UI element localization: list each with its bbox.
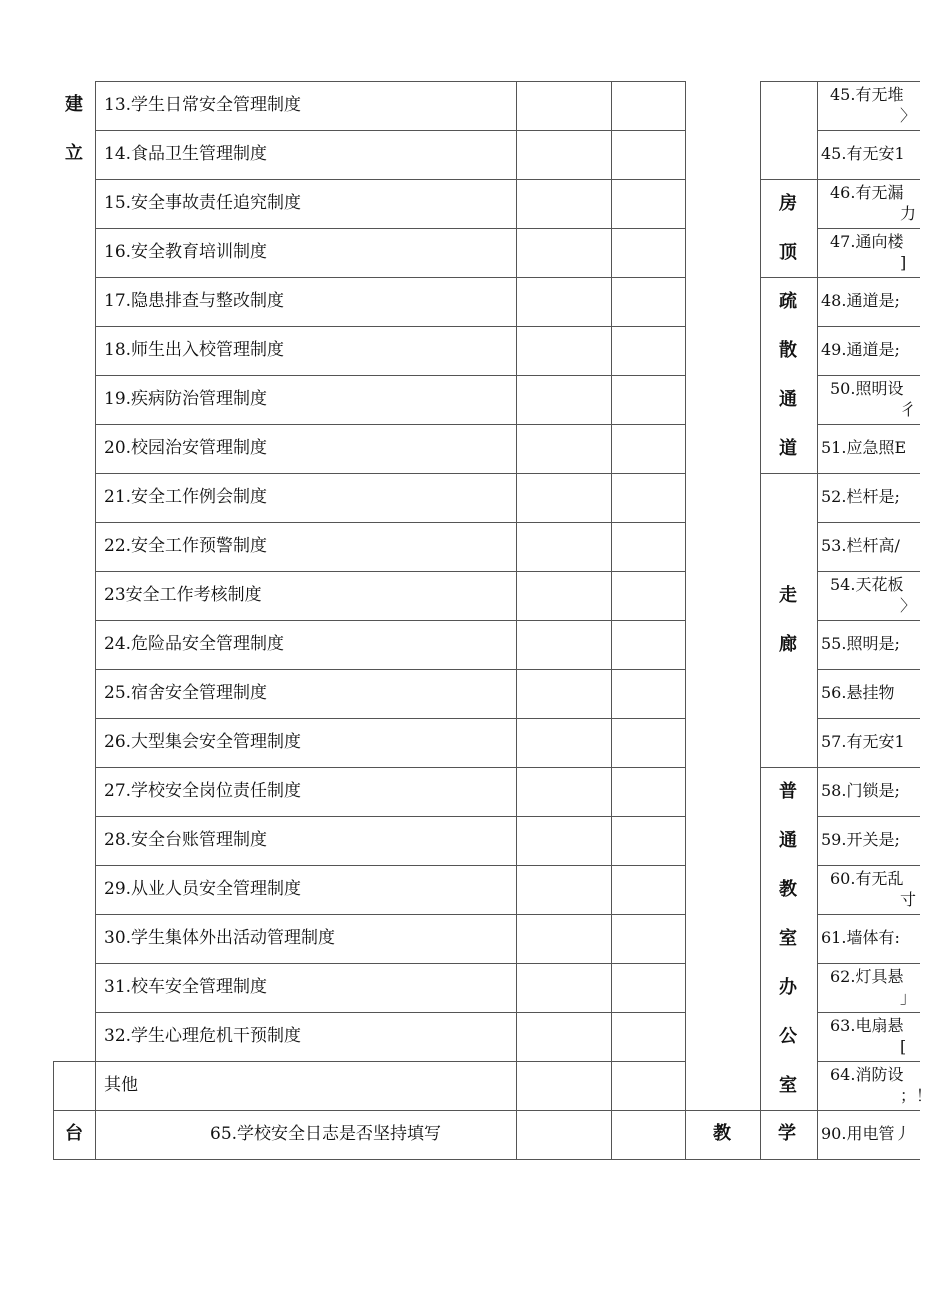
row-divider <box>817 767 920 768</box>
row-divider <box>817 424 920 425</box>
right-group-label-char: 廊 <box>779 633 797 655</box>
right-item-text-cont: 彳 <box>900 400 917 419</box>
right-group-label-char: 普 <box>779 780 797 802</box>
row-divider <box>95 669 685 670</box>
left-group-label-char: 立 <box>65 143 83 164</box>
right-item-text: 59.开关是; <box>821 830 900 849</box>
bottom-item: 65.学校安全日志是否坚持填写 <box>210 1124 442 1144</box>
row-divider <box>95 767 685 768</box>
right-group-label-char: 通 <box>779 829 797 851</box>
right-item-text: 58.门锁是; <box>821 781 900 800</box>
row-divider <box>817 620 920 621</box>
row-divider <box>95 326 685 327</box>
table-bottom <box>53 1159 920 1160</box>
row-divider <box>817 522 920 523</box>
requirement-item: 27.学校安全岗位责任制度 <box>104 781 302 801</box>
row-divider <box>817 816 920 817</box>
right-item-text-cont: 力 <box>900 204 917 223</box>
requirement-item: 20.校园治安管理制度 <box>104 438 268 458</box>
right-group-label-char: 散 <box>779 339 797 361</box>
row-divider <box>95 424 685 425</box>
requirement-item: 25.宿舍安全管理制度 <box>104 683 268 703</box>
right-item-text: 47.通向楼 <box>830 232 904 251</box>
group-divider <box>760 1110 817 1111</box>
row-divider <box>95 179 685 180</box>
requirement-item: 21.安全工作例会制度 <box>104 487 268 507</box>
row-divider <box>95 816 685 817</box>
table-top <box>95 81 685 82</box>
right-group-label-char: 房 <box>779 192 797 214</box>
row-divider <box>817 963 920 964</box>
right-item-text-cont: ] <box>900 253 907 272</box>
other-label: 其他 <box>104 1075 138 1095</box>
row-divider <box>95 865 685 866</box>
row-divider <box>95 963 685 964</box>
right-item-text-cont: ；！ <box>900 1086 932 1105</box>
right-item-text-cont: 〉 <box>900 106 917 125</box>
row-divider <box>95 228 685 229</box>
requirement-item: 17.隐患排查与整改制度 <box>104 291 285 311</box>
row-divider <box>95 130 685 131</box>
requirement-item: 14.食品卫生管理制度 <box>104 144 268 164</box>
group-divider <box>760 179 817 180</box>
requirement-item: 18.师生出入校管理制度 <box>104 340 285 360</box>
requirement-item: 32.学生心理危机干预制度 <box>104 1026 302 1046</box>
row-divider <box>95 1012 685 1013</box>
right-item-text: 51.应急照E <box>821 438 907 457</box>
row-divider <box>817 571 920 572</box>
right-item-text: 46.有无漏 <box>830 183 904 202</box>
requirement-item: 16.安全教育培训制度 <box>104 242 268 262</box>
right-item-text: 55.照明是; <box>821 634 900 653</box>
bottom-left-label: 台 <box>65 1123 83 1144</box>
requirement-item: 26.大型集会安全管理制度 <box>104 732 302 752</box>
row-divider <box>817 277 920 278</box>
other-row-top <box>53 1061 95 1062</box>
right-item-text: 52.栏杆是; <box>821 487 900 506</box>
right-item-text: 57.有无安1 <box>821 732 905 751</box>
right-item-text: 56.悬挂物 <box>821 683 895 702</box>
requirement-item: 28.安全台账管理制度 <box>104 830 268 850</box>
group-divider <box>760 277 817 278</box>
requirement-item: 23安全工作考核制度 <box>104 585 262 605</box>
right-group-label-char: 顶 <box>779 241 797 263</box>
right-item-text: 62.灯具悬 <box>830 967 904 986</box>
row-divider <box>817 130 920 131</box>
right-item-text: 49.通道是; <box>821 340 900 359</box>
right-item-text-cont: [ <box>900 1037 907 1056</box>
right-group-label-char: 道 <box>779 437 797 459</box>
right-group-label-char: 室 <box>779 927 797 949</box>
right-group-label-char: 办 <box>779 976 797 998</box>
left-group-label-char: 建 <box>65 94 83 115</box>
col-divider-3 <box>685 81 686 1159</box>
group-divider <box>760 81 817 82</box>
right-item-text: 45.有无安1 <box>821 144 905 163</box>
right-group-label-char: 公 <box>779 1025 797 1047</box>
right-table-top <box>817 81 920 82</box>
requirement-item: 31.校车安全管理制度 <box>104 977 268 997</box>
requirement-item: 29.从业人员安全管理制度 <box>104 879 302 899</box>
right-group-left <box>760 81 761 1159</box>
row-divider <box>817 473 920 474</box>
right-item-text: 53.栏杆高/ <box>821 536 900 555</box>
right-group-label-char: 通 <box>779 388 797 410</box>
row-divider <box>817 669 920 670</box>
right-group-label-char: 教 <box>779 878 797 900</box>
right-item-text-cont: 」 <box>900 988 917 1007</box>
requirement-item: 24.危险品安全管理制度 <box>104 634 285 654</box>
row-divider <box>817 1061 920 1062</box>
requirement-item: 13.学生日常安全管理制度 <box>104 95 302 115</box>
right-group-label-char: 室 <box>779 1074 797 1096</box>
right-group-label-char: 走 <box>779 584 797 606</box>
row-divider <box>817 228 920 229</box>
requirement-item: 19.疾病防治管理制度 <box>104 389 268 409</box>
row-divider <box>95 375 685 376</box>
right-item-text: 50.照明设 <box>830 379 904 398</box>
bottom-mid-label: 教 <box>713 1123 731 1144</box>
bottom-right-item: 90.用电管丿 <box>821 1124 911 1143</box>
row-divider <box>817 375 920 376</box>
bottom-right-label: 学 <box>778 1123 796 1144</box>
row-divider <box>817 914 920 915</box>
right-item-text: 63.电扇悬 <box>830 1016 904 1035</box>
right-item-text: 45.有无堆 <box>830 85 904 104</box>
row-divider <box>817 865 920 866</box>
row-divider <box>95 277 685 278</box>
right-group-label-char: 疏 <box>779 290 797 312</box>
row-divider <box>95 914 685 915</box>
row-divider <box>817 326 920 327</box>
row-divider <box>95 522 685 523</box>
requirement-item: 22.安全工作预警制度 <box>104 536 268 556</box>
row-divider <box>817 179 920 180</box>
requirement-item: 30.学生集体外出活动管理制度 <box>104 928 336 948</box>
right-item-text: 48.通道是; <box>821 291 900 310</box>
right-item-text: 54.天花板 <box>830 575 904 594</box>
right-item-text-cont: 〉 <box>900 596 917 615</box>
requirement-item: 15.安全事故责任追究制度 <box>104 193 302 213</box>
row-divider <box>817 1012 920 1013</box>
row-divider <box>95 473 685 474</box>
right-item-text: 64.消防设 <box>830 1065 904 1084</box>
row-divider <box>95 571 685 572</box>
group-divider <box>760 473 817 474</box>
right-item-text: 61.墙体有: <box>821 928 900 947</box>
right-item-text-cont: 寸 <box>900 890 917 909</box>
group-divider <box>760 767 817 768</box>
right-item-text: 60.有无乱 <box>830 869 904 888</box>
row-divider <box>95 718 685 719</box>
row-divider <box>95 620 685 621</box>
row-divider <box>95 1061 685 1062</box>
row-divider <box>817 718 920 719</box>
